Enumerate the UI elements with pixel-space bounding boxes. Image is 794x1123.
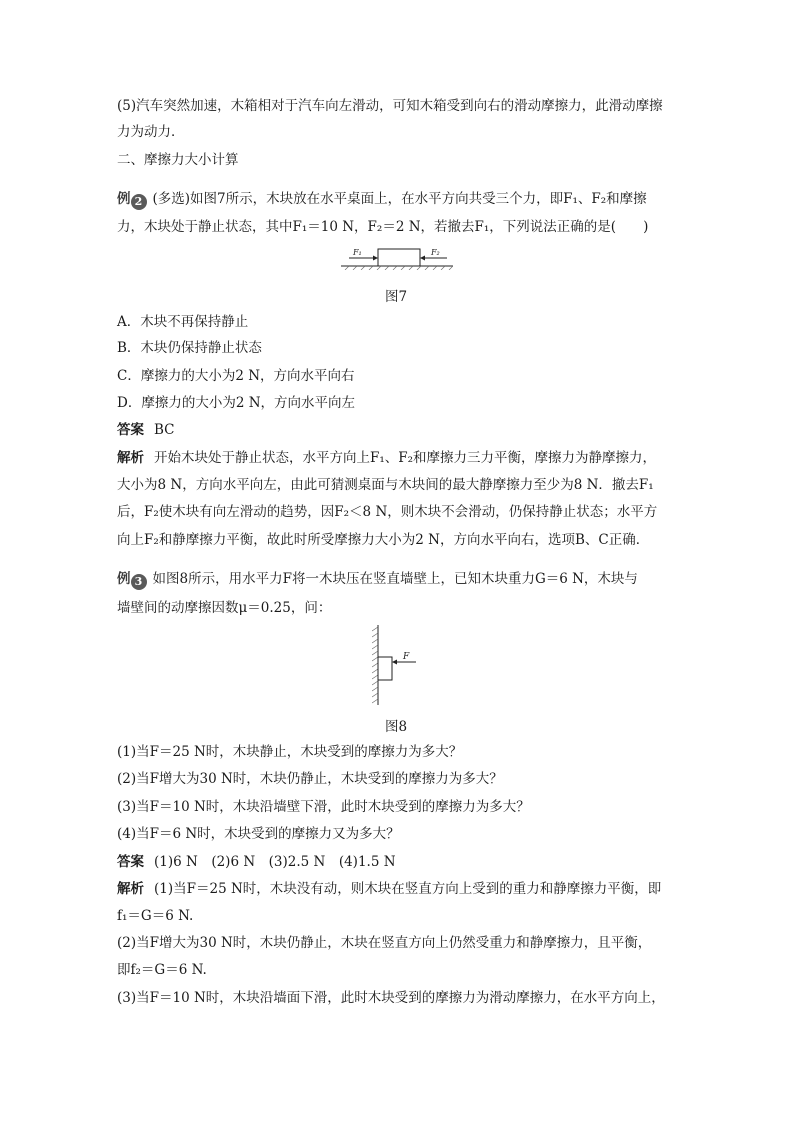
question-1: (1)当F＝25 N时，木块静止，木块受到的摩擦力为多大？ <box>117 744 463 760</box>
force-f-arrowhead <box>392 660 397 665</box>
wall-hatching <box>372 627 378 703</box>
answer-value: BC <box>154 422 175 438</box>
answer-value: (1)6 N (2)6 N (3)2.5 N (4)1.5 N <box>154 854 396 870</box>
intro-line-2: 力为动力． <box>117 124 185 140</box>
analysis-label: 解析 <box>117 881 144 897</box>
option-c: C．摩擦力的大小为2 N，方向水平向右 <box>117 368 355 384</box>
figure-8-caption: 图8 <box>385 719 408 735</box>
example2-line-1 <box>117 189 647 210</box>
example2-analysis-4: 向上F₂和静摩擦力平衡，故此时所受摩擦力大小为2 N，方向水平向右，选项B、C正确． <box>117 532 650 548</box>
example2-analysis-2: 大小为8 N，方向水平向左，由此可猜测桌面与木块间的最大静摩擦力至少为8 N．撤去F₁ <box>117 477 654 493</box>
question-4: (4)当F＝6 N时，木块受到的摩擦力又为多大？ <box>117 826 400 842</box>
example2-answer <box>117 420 175 440</box>
figure-7-diagram <box>341 246 453 270</box>
example3-analysis-2: f₁＝G＝6 N. <box>117 908 194 924</box>
question-3: (3)当F＝10 N时，木块沿墙壁下滑，此时木块受到的摩擦力为多大？ <box>117 799 530 815</box>
option-d: D．摩擦力的大小为2 N，方向水平向左 <box>117 395 356 411</box>
figure-8-diagram <box>372 625 432 707</box>
example2-analysis-3: 后，F₂使木块有向左滑动的趋势，因F₂＜8 N，则木块不会滑动，仍保持静止状态；水平方 <box>117 504 658 520</box>
analysis-text-1: 开始木块处于静止状态，水平方向上F₁、F₂和摩擦力三力平衡，摩擦力为静摩擦力， <box>154 450 657 466</box>
analysis-text-1: (1)当F＝25 N时，木块没有动，则木块在竖直方向上受到的重力和静摩擦力平衡，即 <box>154 881 662 897</box>
example-number-badge: 3 <box>131 574 147 590</box>
figure-7-caption: 图7 <box>385 289 408 305</box>
example3-text-1: 如图8所示，用水平力F将一木块压在竖直墙壁上，已知木块重力G＝6 N，木块与 <box>152 571 638 587</box>
wooden-block <box>378 249 420 266</box>
surface-hatching <box>345 266 453 270</box>
example2-line-2: 力，木块处于静止状态，其中F₁＝10 N，F₂＝2 N，若撤去F₁，下列说法正确的是( ) <box>117 219 649 235</box>
label-f1: F₁ <box>353 248 362 257</box>
question-2: (2)当F增大为30 N时，木块仍静止，木块受到的摩擦力为多大？ <box>117 771 503 787</box>
force-f1-arrowhead <box>373 256 378 261</box>
example3-analysis-5: (3)当F＝10 N时，木块沿墙面下滑，此时木块受到的摩擦力为滑动摩擦力，在水平方向上， <box>117 990 665 1006</box>
example2-analysis-1 <box>117 448 656 468</box>
label-f: F <box>403 652 410 662</box>
wooden-block <box>378 657 392 680</box>
answer-label: 答案 <box>117 854 144 870</box>
example3-line-2: 墙壁间的动摩擦因数μ＝0.25，问： <box>117 600 332 616</box>
example-label: 例 <box>117 191 131 207</box>
example-number-badge: 2 <box>131 194 147 210</box>
section-heading: 二、摩擦力大小计算 <box>117 152 239 168</box>
example3-analysis-4: 即f₂＝G＝6 N. <box>117 962 207 978</box>
intro-line-1: (5)汽车突然加速，木箱相对于汽车向左滑动，可知木箱受到向右的滑动摩擦力，此滑动摩擦 <box>117 98 663 114</box>
answer-label: 答案 <box>117 422 144 438</box>
example3-answer <box>117 852 396 872</box>
example2-text-1: (多选)如图7所示，木块放在水平桌面上，在水平方向共受三个力，即F₁、F₂和摩擦 <box>152 191 647 207</box>
example3-line-1 <box>117 569 638 590</box>
example3-analysis-3: (2)当F增大为30 N时，木块仍静止，木块在竖直方向上仍然受重力和静摩擦力，且平衡， <box>117 935 652 951</box>
option-a: A．木块不再保持静止 <box>117 314 249 330</box>
force-f2-arrowhead <box>420 256 425 261</box>
example-label: 例 <box>117 571 131 587</box>
analysis-label: 解析 <box>117 450 144 466</box>
option-b: B．木块仍保持静止状态 <box>117 340 262 356</box>
example3-analysis-1 <box>117 879 661 899</box>
label-f2: F₂ <box>431 248 440 257</box>
